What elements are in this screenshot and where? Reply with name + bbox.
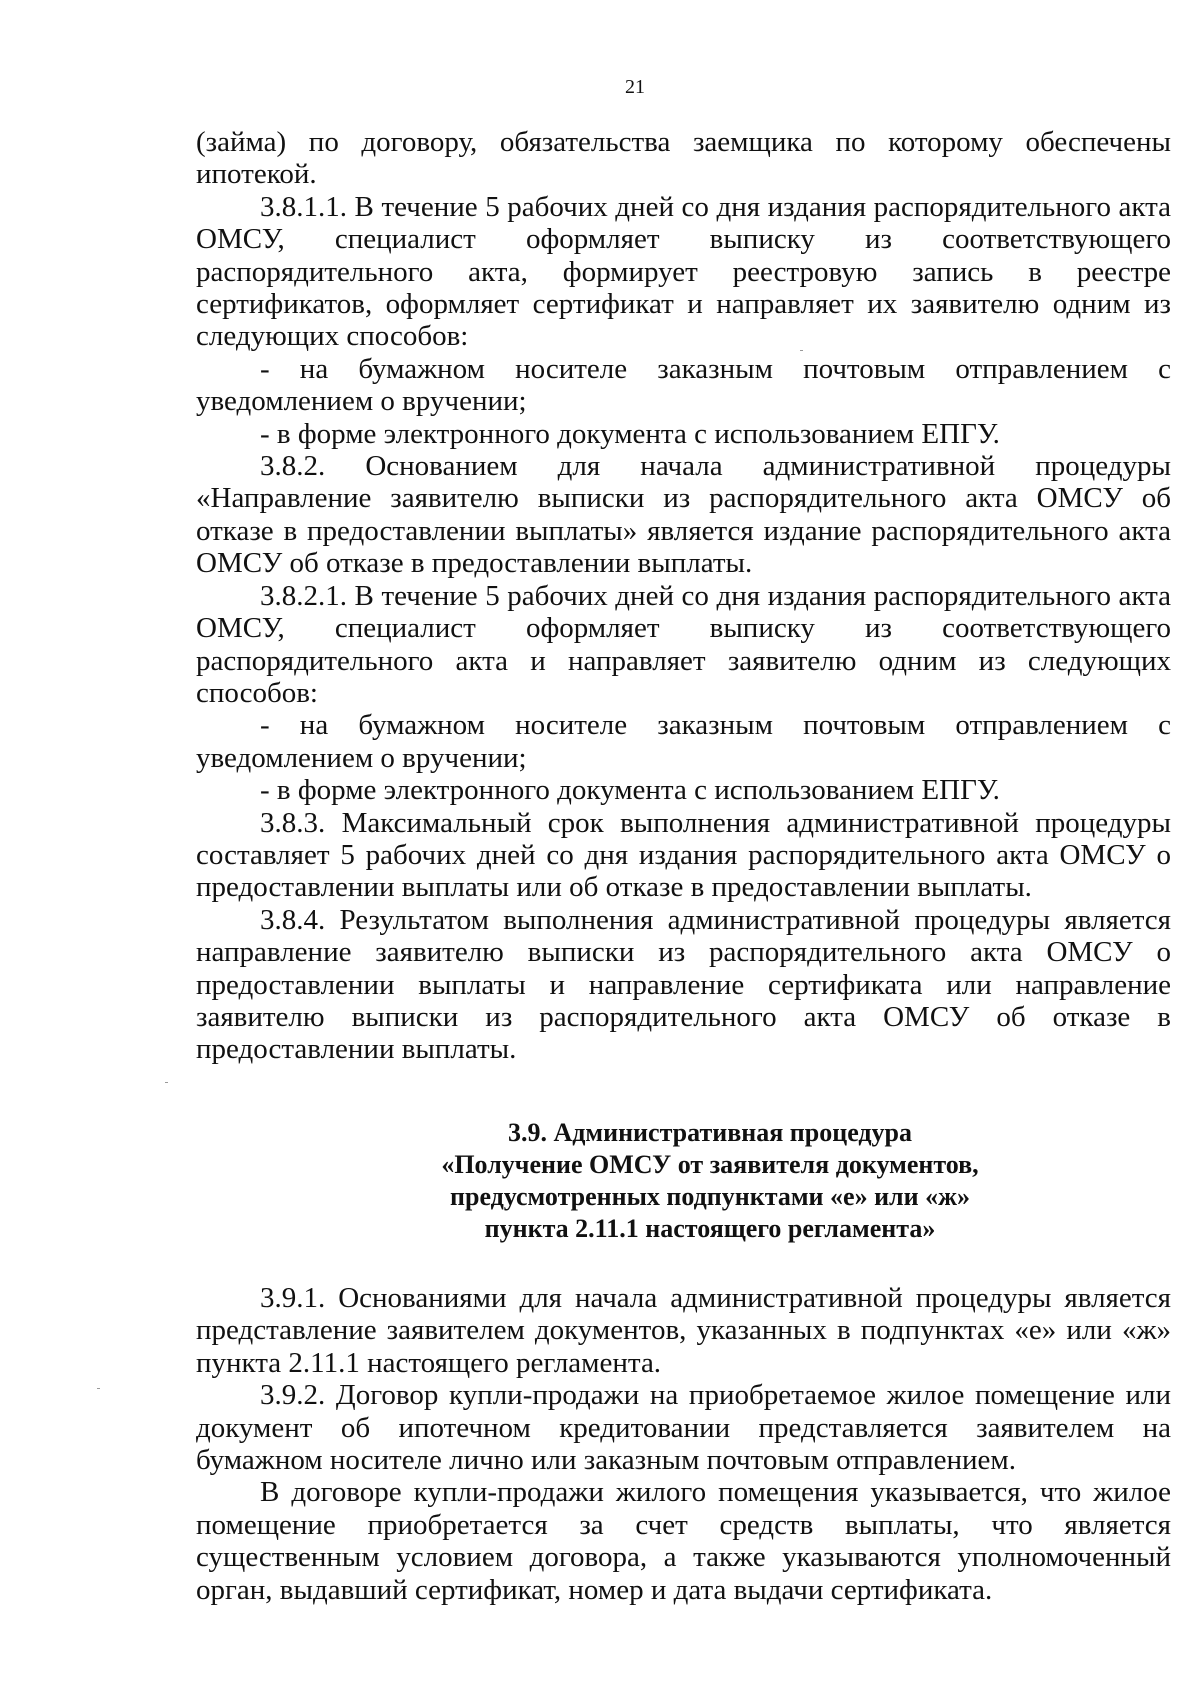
heading-line: пункта 2.11.1 настоящего регламента» xyxy=(484,1214,936,1243)
paragraph-3-8-1-1: 3.8.1.1. В течение 5 рабочих дней со дня издания распорядительного акта ОМСУ, специалист оформляет выписку из соответствующего распорядительного акта, формирует реестровую запись в реестре сертификатов, оформляет сертификат и направляет их заявителю одним из следующих способов: xyxy=(196,190,1171,353)
paragraph-loan-continuation: (займа) по договору, обязательства заемщика по которому обеспечены ипотекой. xyxy=(196,126,1171,191)
paragraph-3-8-2-1: 3.8.2.1. В течение 5 рабочих дней со дня издания распорядительного акта ОМСУ, специалист оформляет выписку из соответствующего распорядительного акта и направляет заявителю одним из следующих способов: xyxy=(196,579,1171,709)
scan-speck xyxy=(97,1388,100,1389)
body-text-bottom xyxy=(196,1282,1171,1606)
heading-line: «Получение ОМСУ от заявителя документов, xyxy=(441,1150,979,1179)
list-item-paper-mail: - на бумажном носителе заказным почтовым отправлением с уведомлением о вручении; xyxy=(196,709,1171,774)
paragraph-3-8-4: 3.8.4. Результатом выполнения административной процедуры является направление заявителю выписки из распорядительного акта ОМСУ о предоставлении выплаты и направление сертификата или направление заявителю выписки из распорядительного акта ОМСУ об отказе в предоставлении выплаты. xyxy=(196,903,1171,1066)
heading-line: 3.9. Административная процедура xyxy=(507,1118,913,1147)
paragraph-3-8-3: 3.8.3. Максимальный срок выполнения административной процедуры составляет 5 рабочих дней со дня издания распорядительного акта ОМСУ о предоставлении выплаты или об отказе в предоставлении выплаты. xyxy=(196,806,1171,904)
paragraph-3-9-2: 3.9.2. Договор купли-продажи на приобретаемое жилое помещение или документ об ипотечном кредитовании представляется заявителем на бумажном носителе лично или заказным почтовым отправлением. xyxy=(196,1379,1171,1477)
list-item-electronic: - в форме электронного документа с использованием ЕПГУ. xyxy=(260,417,1000,450)
scan-speck xyxy=(165,1082,168,1083)
paragraph-contract-terms: В договоре купли-продажи жилого помещения указывается, что жилое помещение приобретается за счет средств выплаты, что является существенным условием договора, а также указываются уполномоченный орган, выдавший сертификат, номер и дата выдачи сертификата. xyxy=(196,1476,1171,1606)
page-number: 21 xyxy=(625,76,645,98)
paragraph-3-9-1: 3.9.1. Основаниями для начала административной процедуры является представление заявителем документов, указанных в подпунктах «е» или «ж» пункта 2.11.1 настоящего регламента. xyxy=(196,1282,1171,1379)
scan-speck xyxy=(800,350,803,351)
heading-line: предусмотренных подпунктами «е» или «ж» xyxy=(450,1182,970,1211)
section-heading-3-9 xyxy=(330,1117,1090,1245)
paragraph-3-8-2: 3.8.2. Основанием для начала административной процедуры «Направление заявителю выписки из распорядительного акта ОМСУ об отказе в предоставлении выплаты» является издание распорядительного акта ОМСУ об отказе в предоставлении выплаты. xyxy=(196,450,1171,580)
list-item-paper-mail: - на бумажном носителе заказным почтовым отправлением с уведомлением о вручении; xyxy=(196,352,1171,418)
list-item-electronic: - в форме электронного документа с использованием ЕПГУ. xyxy=(260,774,1000,807)
body-text-top xyxy=(196,126,1171,1066)
